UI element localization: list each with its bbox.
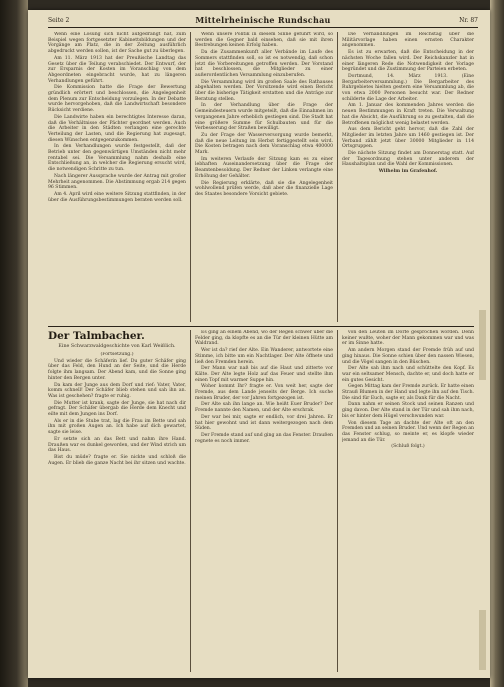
paragraph: Die Landwirte haben ein berechtigtes Interesse daran, daß die Verhältnisse der Pächter geordnet werden. Auch die Arbeiter in den Städten verlangen eine gerechte Verteilung der Lasten, und die Regierung hat zugesagt, diesen Wünschen entgegenzukommen. [48,114,186,143]
paragraph: Der Mann war naß bis auf die Haut und zitterte vor Kälte. Der Alte legte Holz auf das Feuer und stellte ihm einen Topf mit warmer Suppe hin. [195,366,333,383]
paragraph: Er setzte sich an das Bett und nahm ihre Hand. Draußen war es dunkel geworden, und der Wind strich um das Haus. [48,436,186,454]
paragraph: Die Verhandlungen im Reichstag über die Militärvorlage haben einen ernsten Charakter angenommen. [342,32,474,49]
paragraph: Wenn unsere Politik in diesem Sinne geführt wird, so werden die Gegner bald einsehen, daß sie mit ihren Bestrebungen keinen Erfolg haben. [195,32,333,49]
paragraph: Die Kommission hatte die Frage der Bewertung gründlich erörtert und beschlossen, die Angelegenheit dem Plenum zur Entscheidung vorzulegen. In der Debatte wurde hervorgehoben, daß die Landwirtschaft besondere Rücksicht verdiene. [48,85,186,114]
paragraph: Zu der Frage der Wasserversorgung wurde bemerkt, daß die neue Leitung im Herbst fertiggestellt sein wird. Die Kosten betragen nach dem Voranschlag etwa 400000 Mark. [195,132,333,156]
paragraph: Es ist zu erwarten, daß die Entscheidung in der nächsten Woche fallen wird. Der Reichskanzler hat in einer längeren Rede die Notwendigkeit der Vorlage begründet und die Zustimmung der Parteien erbeten. [342,50,474,73]
paragraph: Die Regierung erklärte, daß sie die Angelegenheit wohlwollend prüfen werde, daß aber die finanzielle Lage des Staates besondere Vorsicht gebiete. [195,180,333,197]
paragraph: Gegen Mittag kam der Fremde zurück. Er hatte einen Strauß Blumen in der Hand und legte ihn auf den Tisch. Die sind für Euch, sagte er, als Dank für die Nacht. [342,384,474,401]
paragraph: Am 4. April wird eine weitere Sitzung stattfinden, in der über die Ausführungsbestimmungen beraten werden soll. [48,191,186,203]
story-end-note: (Schluß folgt.) [391,444,425,450]
paragraph: Wenn eine Lösung sich nicht aufgedrängt hat, zum Beispiel wegen fortgesetzter Kabinettsbildungen und der Vorgänge am Platz, die in der Zeitung ausführlich abgedruckt werden sollen, ist der Sache gut zu überlegen. [48,32,186,55]
paragraph: Am andern Morgen stand der Fremde früh auf und ging hinaus. Die Sonne schien über den nassen Wiesen, und die Vögel sangen in den Büschen. [342,348,474,365]
paragraph: Der Fremde stand auf und ging an das Fenster. Draußen regnete es noch immer. [195,432,333,444]
article-column-3 [342,32,474,322]
newspaper-page [28,10,490,678]
paragraph: Da kam der Junge aus dem Dorf und rief: Vater, Vater, komm schnell! Der Schäfer blieb stehen und sah ihn an. Was ist geschehen? fragte er ruhig. [48,382,186,399]
margin-strip [479,310,486,380]
story-column-1 [48,352,186,672]
paragraph: Als er in die Stube trat, lag die Frau im Bette und sah ihn mit großen Augen an. Ich habe auf dich gewartet, sagte sie leise. [48,418,186,436]
paragraph: Der Alte sah ihm nach und schüttelte den Kopf. Es war ein seltsamer Mensch, dachte er, und doch hatte er ein gutes Gesicht. [342,366,474,383]
paragraph: Der Alte sah ihn lange an. Wie heißt Euer Bruder? Der Fremde nannte den Namen, und der Alte erschrak. [195,402,333,414]
paragraph: Die Versammlung wird im großen Saale des Rathauses abgehalten werden. Der Vorsitzende wird einen Bericht über die bisherige Tätigkeit erstatten und die Anträge zur Beratung stellen. [195,79,333,102]
paragraph: Am 11. März 1913 hat der Preußische Landtag das Gesetz über die Teilung verabschiedet. Der Entwurf, der zur Ersparnis der Kosten im Voranschlag von dem Abgeordneten eingebracht wurde, hat zu längeren Verhandlungen geführt. [48,55,186,84]
paragraph: Wer ist da? rief der Alte. Ein Wanderer, antwortete eine Stimme, ich bitte um ein Nachtlager. Der Alte öffnete und ließ den Fremden herein. [195,348,333,365]
article-column-1 [48,32,186,322]
paragraph: Im weiteren Verlaufe der Sitzung kam es zu einer lebhaften Auseinandersetzung über die Frage der Beamtenbesoldung. Der Redner der Linken verlangte eine Erhöhung der Gehälter. [195,156,333,179]
page-edge [490,0,504,687]
article-column-2 [195,32,333,322]
column-divider [190,32,191,322]
paragraph: Aus dem Bericht geht hervor, daß die Zahl der Mitglieder im letzten Jahre um 1460 gestiegen ist. Der Verband zählt jetzt über 30000 Mitglieder in 114 Ortsgruppen. [342,127,474,150]
paragraph: Wilhelm im Grafenhof. [378,169,438,175]
paragraph: Dortmund, 14. März 1913. (Eine Bergarbeiterversammlung.) Die Bergarbeiter des Ruhrgebietes hielten gestern eine Versammlung ab, die von etwa 2000 Personen besucht war. Der Redner schilderte die Lage der Arbeiter. [342,73,474,102]
story-column-3 [342,330,474,672]
story-title: Der Talmbacher. [48,330,145,342]
paragraph: Es ging an einem Abend, wo der Regen schwer über die Felder ging, da klopfte es an die Tür der kleinen Hütte am Waldrand. [195,330,333,347]
column-divider [337,330,338,672]
paragraph: Dann nahm er seinen Stock und seinen Ranzen und ging davon. Der Alte stand in der Tür und sah ihm nach, bis er hinter dem Hügel verschwunden war. [342,402,474,419]
paragraph: Da die Zusammenkunft aller Verbände im Laufe des Sommers stattfinden soll, so ist es notwendig, daß schon jetzt die Vorbereitungen getroffen werden. Der Vorstand hat beschlossen, die Mitglieder zu einer außerordentlichen Versammlung einzuberufen. [195,50,333,78]
paragraph: Die Mutter ist krank, sagte der Junge, sie hat nach dir gefragt. Der Schäfer übergab die Herde dem Knecht und eilte mit dem Jungen ins Dorf. [48,400,186,418]
story-subtitle: Eine Schwarzwaldgeschichte von Karl Weißlich. [58,344,176,349]
story-continuation-note: (Fortsetzung.) [100,352,134,357]
page-number-left: Seite 2 [48,17,70,24]
paragraph: Der war bei mir, sagte er endlich, vor drei Jahren. Er hat hier gewohnt und ist dann weitergezogen nach dem Süden. [195,414,333,432]
paragraph: von den Leuten im Dorfe gesprochen worden. Denn keiner wußte, woher der Mann gekommen war und was er im Sinne hatte. [342,330,474,347]
issue-number: Nr. 87 [459,17,478,24]
paragraph: Bist du müde? fragte er. Sie nickte und schloß die Augen. Er blieb die ganze Nacht bei ihr sitzen und wachte. [48,454,186,466]
paragraph: Die nächste Sitzung findet am Donnerstag statt. Auf der Tagesordnung stehen unter anderem der Haushaltsplan und die Wahl der Kommissionen. [342,151,474,168]
masthead-title: Mittelrheinische Rundschau [195,15,331,25]
paragraph: Und wieder die Schäferin lief. Du guter Schäfer ging über das Feld, den Hund an der Seite, und die Herde folgte ihm langsam. Der Abend kam, und die Sonne ging hinter den Bergen unter. [48,358,186,381]
column-divider [337,32,338,322]
page-header [48,15,478,28]
section-divider [48,326,474,327]
column-divider [190,330,191,672]
paragraph: Nach längerer Aussprache wurde der Antrag mit großer Mehrheit angenommen. Die Abstimmung ergab 214 gegen 96 Stimmen. [48,173,186,191]
paragraph: In den Verhandlungen wurde festgestellt, daß der Betrieb unter den gegenwärtigen Umständen nicht mehr rentabel sei. Die Versammlung nahm deshalb eine Entschließung an, in welcher die Regierung ersucht wird, die notwendigen Schritte zu tun. [48,144,186,173]
paragraph: In der Verhandlung über die Frage der Gemeindesteuern wurde mitgeteilt, daß die Einnahmen im vergangenen Jahre erheblich gestiegen sind. Die Stadt hat eine größere Summe für Schulbauten und für die Verbesserung der Straßen bewilligt. [195,103,333,132]
story-column-2 [195,330,333,672]
margin-strip [479,610,486,670]
paragraph: Von diesem Tage an dachte der Alte oft an den Fremden und an seinen Bruder. Und wenn der Regen an das Fenster schlug, so meinte er, es klopfe wieder jemand an die Tür. [342,420,474,443]
paragraph: Woher kommt Ihr? fragte er. Von weit her, sagte der Fremde, aus dem Lande jenseits der Berge. Ich suche meinen Bruder, der vor Jahren fortgezogen ist. [195,384,333,401]
paragraph: Am 1. Januar des kommenden Jahres werden die neuen Bestimmungen in Kraft treten. Die Verwaltung hat die Absicht, die Ausführung so zu gestalten, daß die Betroffenen möglichst wenig belastet werden. [342,103,474,126]
book-spine [0,0,28,687]
